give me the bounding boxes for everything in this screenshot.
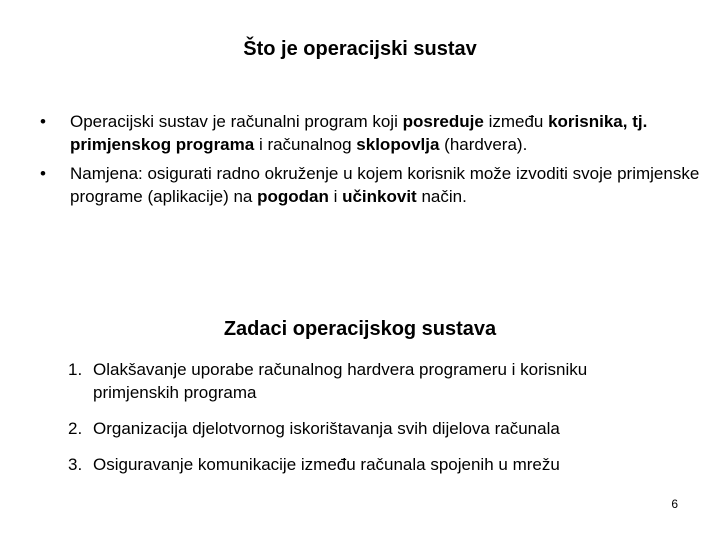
bullet-text-bold: korisnika, tj. primjenskog programa — [70, 112, 648, 154]
bullet-text-segment: i — [328, 187, 343, 206]
task-number: 3. — [68, 455, 83, 474]
task-number: 2. — [68, 419, 83, 438]
page-number: 6 — [671, 497, 678, 511]
bullet-text-bold: sklopovlja — [356, 135, 440, 154]
bullet-marker: • — [40, 164, 46, 183]
bullet-text-bold: učinkovit — [342, 187, 417, 206]
task-item — [68, 453, 668, 476]
bullet-text-segment: (hardvera). — [439, 135, 528, 154]
task-item — [68, 417, 668, 440]
bullet-item — [40, 110, 700, 156]
bullet-marker: • — [40, 112, 46, 131]
bullet-text-segment: Operacijski sustav je računalni program koji — [70, 112, 403, 131]
bullet-list — [40, 110, 700, 214]
bullet-text-segment: i računalnog — [254, 135, 357, 154]
task-text: Organizacija djelotvornog iskorištavanja svih dijelova računala — [93, 419, 560, 438]
task-text: Osiguravanje komunikacije između računala spojenih u mrežu — [93, 455, 560, 474]
section-heading: Zadaci operacijskog sustava — [223, 318, 497, 340]
bullet-text-segment: način. — [416, 187, 467, 206]
bullet-text — [70, 164, 699, 206]
task-list — [68, 358, 668, 489]
bullet-text-bold: pogodan — [257, 187, 329, 206]
bullet-text-segment: Namjena: osigurati radno okruženje u kojem korisnik može izvoditi svoje primjenske programe (aplikacije) na — [70, 164, 700, 206]
bullet-text-segment: između — [483, 112, 549, 131]
task-text: Olakšavanje uporabe računalnog hardvera programeru i korisniku primjenskih programa — [93, 360, 588, 402]
bullet-item — [40, 162, 700, 208]
bullet-text — [70, 112, 647, 154]
task-item — [68, 358, 668, 404]
slide-title: Što je operacijski sustav — [243, 38, 477, 60]
bullet-text-bold: posreduje — [402, 112, 484, 131]
task-number: 1. — [68, 360, 83, 379]
